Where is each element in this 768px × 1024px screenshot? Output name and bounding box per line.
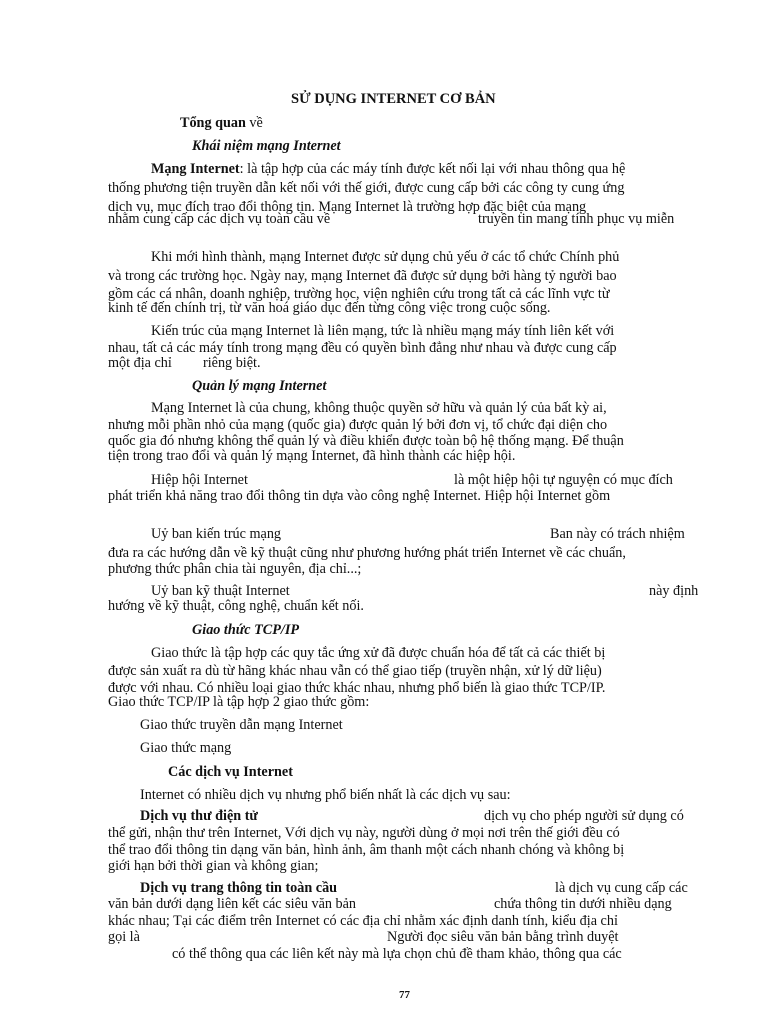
text-line: tiện trong trao đổi và quản lý mạng Internet, đã hình thành các hiệp hội. [108,448,516,464]
text-line: giới hạn bởi thời gian và không gian; [108,858,319,874]
heading-internet-management: Quản lý mạng Internet [192,378,327,394]
text-line: đưa ra các hướng dẫn về kỹ thuật cũng như phương hướng phát triển Internet về các chuẩn, [108,545,626,561]
text-line: Giao thức là tập hợp các quy tắc ứng xử đã được chuẩn hóa để tất cả các thiết bị [151,645,606,661]
heading-internet-concept: Khái niệm mạng Internet [192,138,341,154]
text-line: Ban này có trách nhiệm [550,526,685,542]
text-line: thể trao đổi thông tin dạng văn bản, hình ảnh, âm thanh một cách nhanh chóng và không bị [108,842,625,858]
text-line: và trong các trường học. Ngày nay, mạng Internet đã được sử dụng bởi hàng tỷ người bao [108,268,617,284]
heading-tcpip: Giao thức TCP/IP [192,622,300,638]
text-line: Mạng Internet là của chung, không thuộc quyền sở hữu và quản lý của bất kỳ ai, [151,400,607,416]
text-line: quốc gia đó nhưng không thể quản lý và điều khiển được toàn bộ hệ thống mạng. Để thuận [108,433,624,449]
text-line: Giao thức mạng [140,740,232,756]
text-line: kinh tế đến chính trị, từ văn hoá giáo dục đến từng công việc trong cuộc sống. [108,300,551,316]
text-line: Dịch vụ thư điện tử [140,808,258,824]
text-line: Khi mới hình thành, mạng Internet được sử dụng chủ yếu ở các tổ chức Chính phủ [151,249,620,265]
text-line: Kiến trúc của mạng Internet là liên mạng, tức là nhiều mạng máy tính liên kết với [151,323,615,339]
text-line: truyền tin mang tính phục vụ miễn [478,211,675,227]
text-line: phương thức phân chia tài nguyên, địa chỉ...; [108,561,362,577]
text-line: khác nhau; Tại các điểm trên Internet có các địa chỉ nhằm xác định danh tính, kiểu địa chỉ [108,913,618,929]
text-line: Người đọc siêu văn bản bằng trình duyệt [387,929,619,945]
text-line: nhằm cung cấp các dịch vụ toàn cầu về [108,211,331,227]
text-line: này định [649,583,699,599]
text-line: Giao thức truyền dẫn mạng Internet [140,717,343,733]
text-line: Giao thức TCP/IP là tập hợp 2 giao thức gồm: [108,694,370,710]
text-line: Hiệp hội Internet [151,472,248,488]
text-line: chứa thông tin dưới nhiều dạng [494,896,672,912]
text-line: Uỷ ban kiến trúc mạng [151,526,282,542]
text-line: một địa chỉ [108,355,172,371]
text-line: dịch vụ cho phép người sử dụng có [484,808,684,824]
text-line: được sản xuất ra dù từ hãng khác nhau vẫn có thể giao tiếp (truyền nhận, xử lý dữ liệu) [108,663,602,679]
text-line: Uỷ ban kỹ thuật Internet [151,583,290,599]
text-line: Mạng Internet: là tập hợp của các máy tính được kết nối lại với nhau thông qua hệ [151,161,626,177]
text-line: Internet có nhiều dịch vụ nhưng phổ biến nhất là các dịch vụ sau: [140,787,511,803]
text-line: hướng về kỹ thuật, công nghệ, chuẩn kết nối. [108,598,364,614]
text-line: là một hiệp hội tự nguyện có mục đích [454,472,673,488]
page-number: 77 [399,989,410,1001]
text-line: thể gửi, nhận thư trên Internet, Với dịch vụ này, người dùng ở mọi nơi trên thế giới đều có [108,825,620,841]
text-line: riêng biệt. [203,355,261,371]
text-line: được với nhau. Có nhiều loại giao thức khác nhau, nhưng phổ biến là giao thức TCP/IP. [108,680,606,696]
overview-heading: Tổng quan về [180,115,263,131]
text-line: Dịch vụ trang thông tin toàn cầu [140,880,338,896]
text-line: dịch vụ, mục đích trao đổi thông tin. Mạng Internet là trường hợp đặc biệt của mạng [108,199,587,215]
page-title: SỬ DỤNG INTERNET CƠ BẢN [291,91,496,107]
text-line: gọi là [108,929,140,945]
text-line: văn bản dưới dạng liên kết các siêu văn bản [108,896,357,912]
text-line: gồm các cá nhân, doanh nghiệp, trường học, viện nghiên cứu trong tất cả các lĩnh vực từ [108,286,610,302]
text-line: phát triển khả năng trao đổi thông tin dựa vào công nghệ Internet. Hiệp hội Internet gồm [108,488,611,504]
text-line: nhau, tất cả các máy tính trong mạng đều có quyền bình đẳng như nhau và được cung cấp [108,340,617,356]
text-line: là dịch vụ cung cấp các [555,880,688,896]
text-line: thống phương tiện truyền dẫn kết nối với thế giới, được cung cấp bởi các công ty cung ứng [108,180,625,196]
text-line: có thể thông qua các liên kết này mà lựa chọn chủ đề tham khảo, thông qua các [172,946,622,962]
heading-internet-services: Các dịch vụ Internet [168,764,293,780]
text-line: nhưng mỗi phần nhỏ của mạng (quốc gia) được quản lý bởi đơn vị, tổ chức đại diện cho [108,417,608,433]
